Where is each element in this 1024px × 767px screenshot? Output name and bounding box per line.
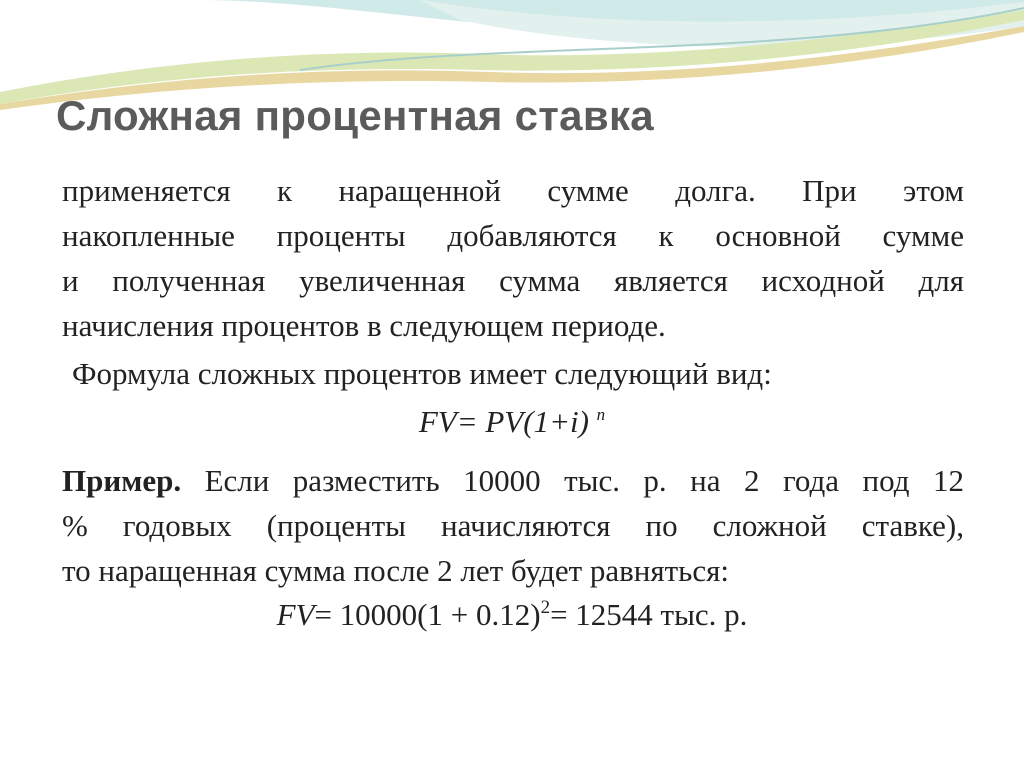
intro-line: применяется к наращенной сумме долга. При этом [62,173,964,208]
example-formula-left: = 10000(1 + 0.12) [314,597,541,632]
example-line [62,458,964,503]
intro-line: и полученная увеличенная сумма является исходной для [62,263,964,298]
formula-intro: Формула сложных процентов имеет следующий вид: [72,356,772,391]
example-line: то наращенная сумма после 2 лет будет равняться: [62,553,729,588]
example-formula-right: = 12544 тыс. р. [550,597,748,632]
intro-paragraph [62,168,964,348]
formula-main: FV= PV(1+i) [418,404,589,439]
example-paragraph [62,458,964,593]
intro-line: начисления процентов в следующем периоде. [62,308,666,343]
example-formula-exponent: 2 [540,597,551,618]
compound-interest-formula [0,404,1024,440]
formula-exponent: n [596,405,606,424]
slide-title: Сложная процентная ставка [56,92,654,139]
intro-line: накопленные проценты добавляются к основной сумме [62,218,964,253]
example-formula [0,597,1024,633]
example-formula-fv: FV [276,597,315,632]
example-label: Пример. [62,463,182,498]
example-line: % годовых (проценты начисляются по сложной ставке), [62,508,964,543]
example-text: Если разместить 10000 тыс. р. на 2 года под 12 [181,463,964,498]
